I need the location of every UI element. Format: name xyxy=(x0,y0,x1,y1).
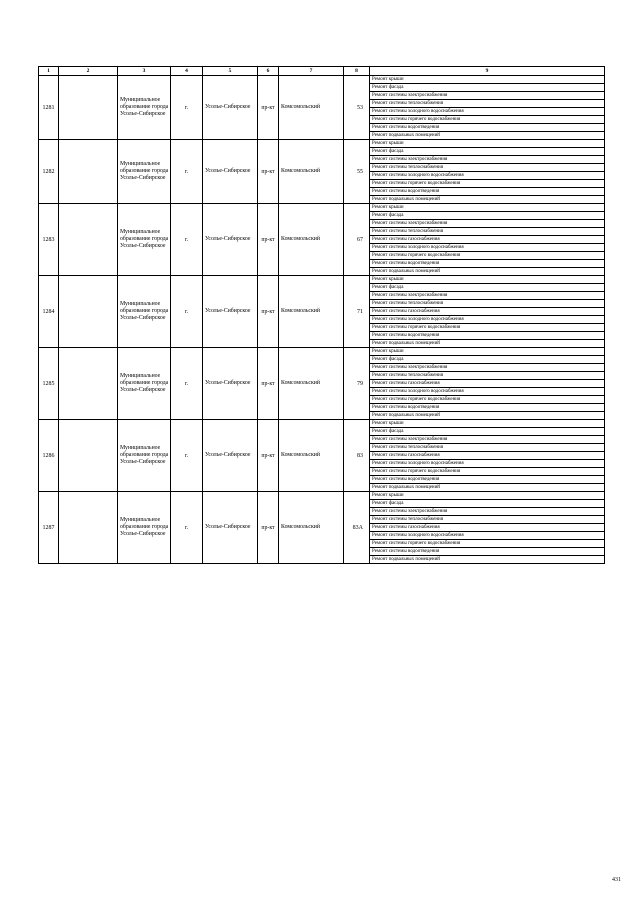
street-cell: Комсомольский xyxy=(279,492,344,564)
col2-cell xyxy=(59,492,118,564)
settlement-type-cell: г. xyxy=(171,348,203,420)
repair-work-item: Ремонт системы теплоснабжения xyxy=(370,372,605,380)
repair-work-item: Ремонт системы газоснабжения xyxy=(370,452,605,460)
street-cell: Комсомольский xyxy=(279,348,344,420)
table-body xyxy=(39,76,605,564)
header-col-5: 5 xyxy=(203,67,258,76)
repair-work-item: Ремонт системы водоотведения xyxy=(370,188,605,196)
header-col-6: 6 xyxy=(258,67,279,76)
street-type-cell: пр-кт xyxy=(258,204,279,276)
repair-work-item: Ремонт системы газоснабжения xyxy=(370,236,605,244)
municipality-cell: Муниципальное образование города Усолье-Сибирское xyxy=(118,276,171,348)
repair-work-item: Ремонт системы электроснабжения xyxy=(370,508,605,516)
repair-work-item: Ремонт системы электроснабжения xyxy=(370,220,605,228)
repair-work-item: Ремонт подвальных помещений xyxy=(370,196,605,204)
repair-work-item: Ремонт подвальных помещений xyxy=(370,484,605,492)
repair-work-item: Ремонт крыши xyxy=(370,492,605,500)
repair-work-item: Ремонт системы горячего водоснабжения xyxy=(370,180,605,188)
header-col-8: 8 xyxy=(344,67,370,76)
header-row xyxy=(39,67,605,76)
repair-work-item: Ремонт крыши xyxy=(370,420,605,428)
header-col-3: 3 xyxy=(118,67,171,76)
street-cell: Комсомольский xyxy=(279,76,344,140)
repair-work-item: Ремонт подвальных помещений xyxy=(370,132,605,140)
register-table xyxy=(38,66,605,564)
settlement-cell: Усолье-Сибирское xyxy=(203,140,258,204)
record-id: 1285 xyxy=(39,348,59,420)
record-id: 1281 xyxy=(39,76,59,140)
settlement-cell: Усолье-Сибирское xyxy=(203,492,258,564)
table-row xyxy=(39,492,605,500)
repair-work-item: Ремонт системы водоотведения xyxy=(370,476,605,484)
register-table-container xyxy=(38,66,604,564)
repair-work-item: Ремонт системы электроснабжения xyxy=(370,156,605,164)
repair-work-item: Ремонт системы газоснабжения xyxy=(370,524,605,532)
col2-cell xyxy=(59,276,118,348)
repair-work-item: Ремонт системы холодного водоснабжения xyxy=(370,172,605,180)
repair-work-item: Ремонт фасада xyxy=(370,356,605,364)
col2-cell xyxy=(59,348,118,420)
repair-work-item: Ремонт фасада xyxy=(370,84,605,92)
repair-work-item: Ремонт системы холодного водоснабжения xyxy=(370,316,605,324)
repair-work-item: Ремонт крыши xyxy=(370,276,605,284)
repair-work-item: Ремонт системы газоснабжения xyxy=(370,380,605,388)
repair-work-item: Ремонт фасада xyxy=(370,212,605,220)
repair-work-item: Ремонт системы холодного водоснабжения xyxy=(370,532,605,540)
col2-cell xyxy=(59,76,118,140)
record-id: 1287 xyxy=(39,492,59,564)
house-number-cell: 53 xyxy=(344,76,370,140)
settlement-type-cell: г. xyxy=(171,76,203,140)
house-number-cell: 83 xyxy=(344,420,370,492)
municipality-cell: Муниципальное образование города Усолье-Сибирское xyxy=(118,420,171,492)
table-row xyxy=(39,348,605,356)
table-row xyxy=(39,140,605,148)
repair-work-item: Ремонт системы электроснабжения xyxy=(370,364,605,372)
repair-work-item: Ремонт системы водоотведения xyxy=(370,404,605,412)
municipality-cell: Муниципальное образование города Усолье-Сибирское xyxy=(118,348,171,420)
repair-work-item: Ремонт крыши xyxy=(370,348,605,356)
repair-work-item: Ремонт фасада xyxy=(370,148,605,156)
table-row xyxy=(39,420,605,428)
repair-work-item: Ремонт системы теплоснабжения xyxy=(370,228,605,236)
street-type-cell: пр-кт xyxy=(258,140,279,204)
header-col-9: 9 xyxy=(370,67,605,76)
header-col-7: 7 xyxy=(279,67,344,76)
settlement-type-cell: г. xyxy=(171,140,203,204)
repair-work-item: Ремонт системы электроснабжения xyxy=(370,92,605,100)
repair-work-item: Ремонт крыши xyxy=(370,204,605,212)
repair-work-item: Ремонт подвальных помещений xyxy=(370,556,605,564)
settlement-cell: Усолье-Сибирское xyxy=(203,204,258,276)
settlement-cell: Усолье-Сибирское xyxy=(203,420,258,492)
repair-work-item: Ремонт системы горячего водоснабжения xyxy=(370,540,605,548)
repair-work-item: Ремонт системы водоотведения xyxy=(370,548,605,556)
table-row xyxy=(39,204,605,212)
municipality-cell: Муниципальное образование города Усолье-Сибирское xyxy=(118,492,171,564)
settlement-type-cell: г. xyxy=(171,204,203,276)
repair-work-item: Ремонт системы газоснабжения xyxy=(370,308,605,316)
repair-work-item: Ремонт системы теплоснабжения xyxy=(370,444,605,452)
repair-work-item: Ремонт системы горячего водоснабжения xyxy=(370,116,605,124)
repair-work-item: Ремонт системы электроснабжения xyxy=(370,292,605,300)
settlement-cell: Усолье-Сибирское xyxy=(203,276,258,348)
repair-work-item: Ремонт системы горячего водоснабжения xyxy=(370,396,605,404)
repair-work-item: Ремонт системы холодного водоснабжения xyxy=(370,244,605,252)
repair-work-item: Ремонт системы теплоснабжения xyxy=(370,100,605,108)
municipality-cell: Муниципальное образование города Усолье-Сибирское xyxy=(118,140,171,204)
repair-work-item: Ремонт фасада xyxy=(370,428,605,436)
repair-work-item: Ремонт системы холодного водоснабжения xyxy=(370,460,605,468)
repair-work-item: Ремонт системы горячего водоснабжения xyxy=(370,324,605,332)
header-col-2: 2 xyxy=(59,67,118,76)
col2-cell xyxy=(59,204,118,276)
repair-work-item: Ремонт фасада xyxy=(370,500,605,508)
street-type-cell: пр-кт xyxy=(258,348,279,420)
street-cell: Комсомольский xyxy=(279,276,344,348)
repair-work-item: Ремонт системы теплоснабжения xyxy=(370,164,605,172)
street-type-cell: пр-кт xyxy=(258,276,279,348)
col2-cell xyxy=(59,420,118,492)
repair-work-item: Ремонт системы холодного водоснабжения xyxy=(370,108,605,116)
house-number-cell: 83А xyxy=(344,492,370,564)
record-id: 1283 xyxy=(39,204,59,276)
repair-work-item: Ремонт крыши xyxy=(370,140,605,148)
municipality-cell: Муниципальное образование города Усолье-Сибирское xyxy=(118,204,171,276)
house-number-cell: 79 xyxy=(344,348,370,420)
record-id: 1286 xyxy=(39,420,59,492)
repair-work-item: Ремонт системы горячего водоснабжения xyxy=(370,252,605,260)
repair-work-item: Ремонт крыши xyxy=(370,76,605,84)
house-number-cell: 71 xyxy=(344,276,370,348)
municipality-cell: Муниципальное образование города Усолье-Сибирское xyxy=(118,76,171,140)
house-number-cell: 55 xyxy=(344,140,370,204)
record-id: 1284 xyxy=(39,276,59,348)
settlement-type-cell: г. xyxy=(171,492,203,564)
street-cell: Комсомольский xyxy=(279,420,344,492)
repair-work-item: Ремонт системы водоотведения xyxy=(370,260,605,268)
repair-work-item: Ремонт подвальных помещений xyxy=(370,340,605,348)
page-number: 431 xyxy=(612,877,621,883)
record-id: 1282 xyxy=(39,140,59,204)
street-type-cell: пр-кт xyxy=(258,492,279,564)
repair-work-item: Ремонт системы водоотведения xyxy=(370,332,605,340)
table-row xyxy=(39,76,605,84)
house-number-cell: 67 xyxy=(344,204,370,276)
repair-work-item: Ремонт системы водоотведения xyxy=(370,124,605,132)
header-col-4: 4 xyxy=(171,67,203,76)
repair-work-item: Ремонт системы электроснабжения xyxy=(370,436,605,444)
repair-work-item: Ремонт системы теплоснабжения xyxy=(370,300,605,308)
repair-work-item: Ремонт фасада xyxy=(370,284,605,292)
street-type-cell: пр-кт xyxy=(258,76,279,140)
street-cell: Комсомольский xyxy=(279,204,344,276)
header-col-1: 1 xyxy=(39,67,59,76)
repair-work-item: Ремонт системы горячего водоснабжения xyxy=(370,468,605,476)
repair-work-item: Ремонт системы теплоснабжения xyxy=(370,516,605,524)
settlement-type-cell: г. xyxy=(171,276,203,348)
settlement-cell: Усолье-Сибирское xyxy=(203,348,258,420)
repair-work-item: Ремонт подвальных помещений xyxy=(370,268,605,276)
street-type-cell: пр-кт xyxy=(258,420,279,492)
repair-work-item: Ремонт системы холодного водоснабжения xyxy=(370,388,605,396)
settlement-type-cell: г. xyxy=(171,420,203,492)
table-row xyxy=(39,276,605,284)
street-cell: Комсомольский xyxy=(279,140,344,204)
repair-work-item: Ремонт подвальных помещений xyxy=(370,412,605,420)
settlement-cell: Усолье-Сибирское xyxy=(203,76,258,140)
col2-cell xyxy=(59,140,118,204)
